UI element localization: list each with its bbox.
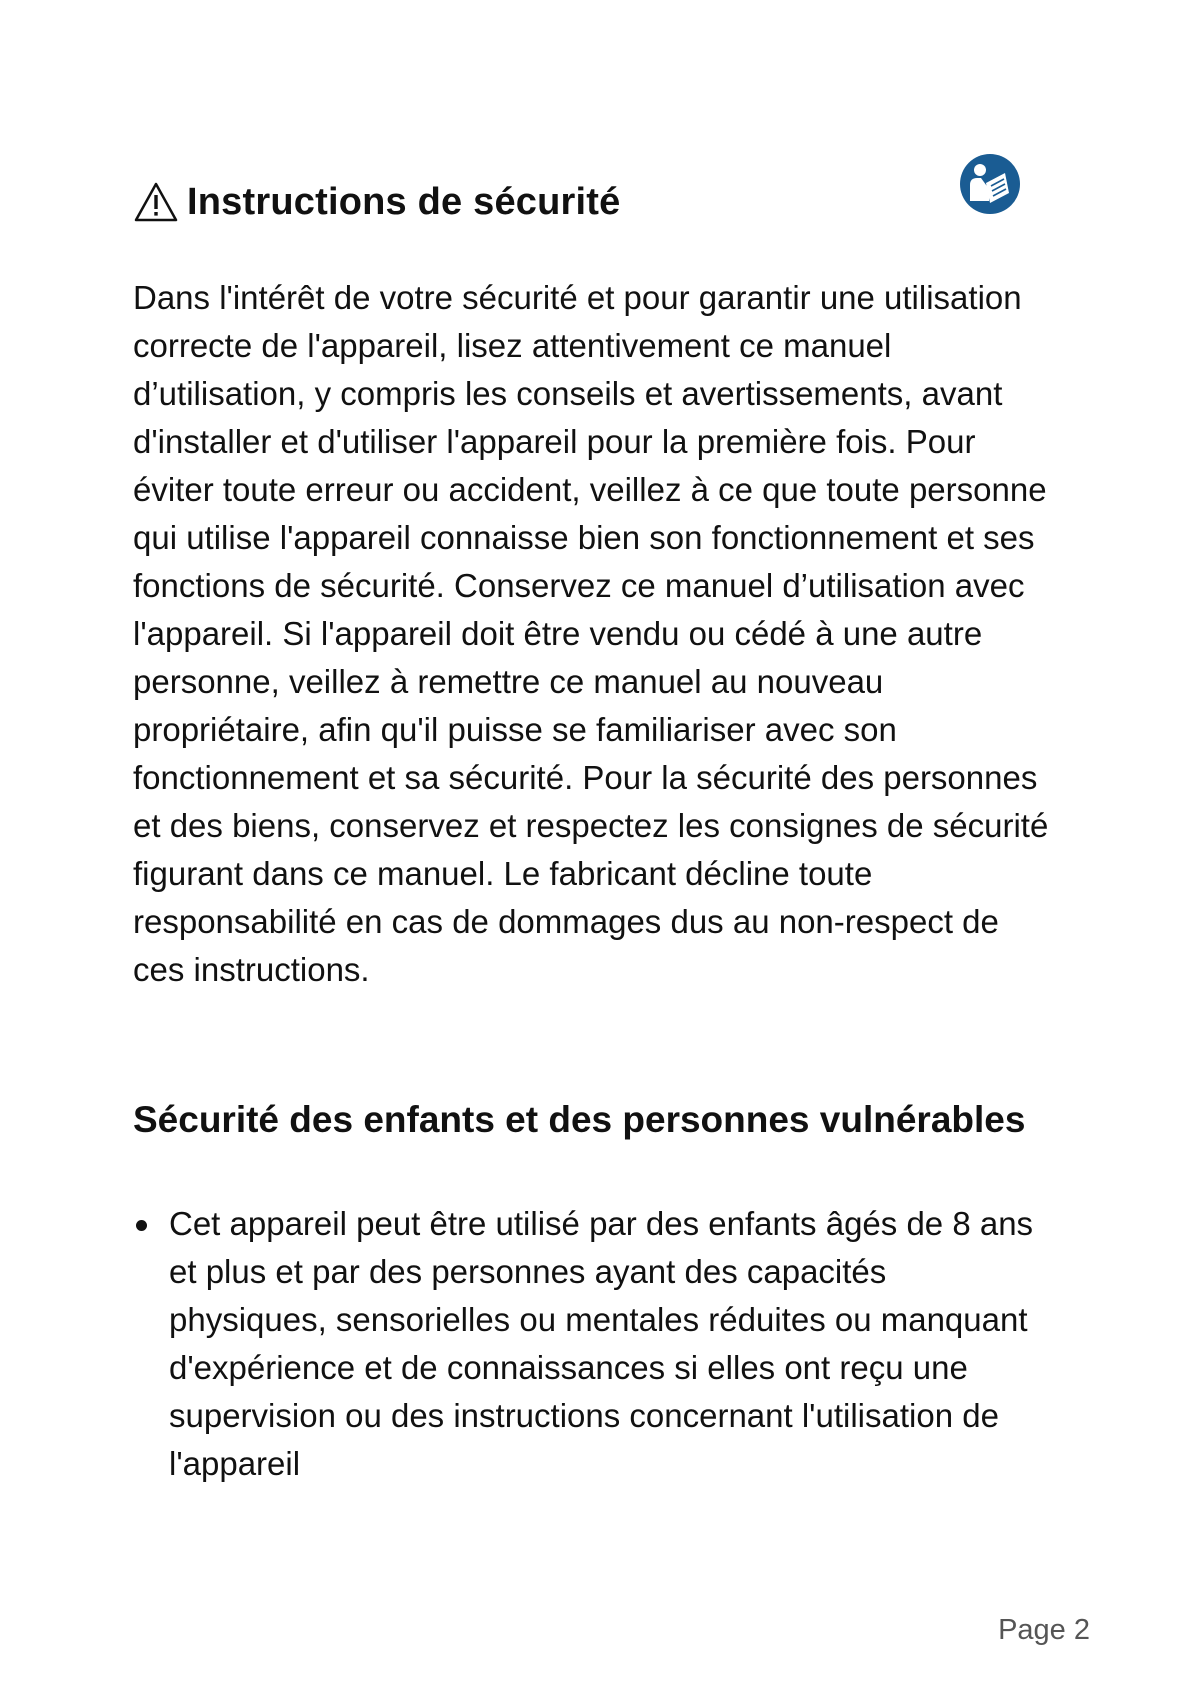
section-title: Sécurité des enfants et des personnes vulnérables (133, 1099, 1026, 1140)
page-title: Instructions de sécurité (187, 181, 621, 223)
list-item (133, 1200, 1053, 1488)
intro-paragraph: Dans l'intérêt de votre sécurité et pour garantir une utilisation correcte de l'appareil, lisez attentivement ce manuel d’utilisation, y compris les conseils et avertissements, avant d'installer et d'utiliser l'appareil pour la première fois. Pour éviter toute erreur ou accident, veillez à ce que toute personne qui utilise l'appareil connaisse bien son fonctionnement et ses fonctions de sécurité. Conservez ce manuel d’utilisation avec l'appareil. Si l'appareil doit être vendu ou cédé à une autre personne, veillez à remettre ce manuel au nouveau propriétaire, afin qu'il puisse se familiariser avec son fonctionnement et sa sécurité. Pour la sécurité des personnes et des biens, conservez et respectez les consignes de sécurité figurant dans ce manuel. Le fabricant décline toute responsabilité en cas de dommages dus au non-respect de ces instructions. (133, 279, 1049, 988)
warning-triangle-icon (133, 181, 179, 223)
bullet-icon (136, 1220, 147, 1231)
list-item-text: Cet appareil peut être utilisé par des enfants âgés de 8 ans et plus et par des personnes ayant des capacités physiques, sensorielles ou mentales réduites ou manquant d'expérience et de connaissances si elles ont reçu une supervision ou des instructions concernant l'utilisation de l'appareil (169, 1205, 1034, 1482)
title-row (133, 180, 620, 224)
page-number: Page 2 (998, 1614, 1090, 1646)
read-manual-icon (959, 153, 1021, 215)
bullet-list (133, 1200, 1053, 1488)
